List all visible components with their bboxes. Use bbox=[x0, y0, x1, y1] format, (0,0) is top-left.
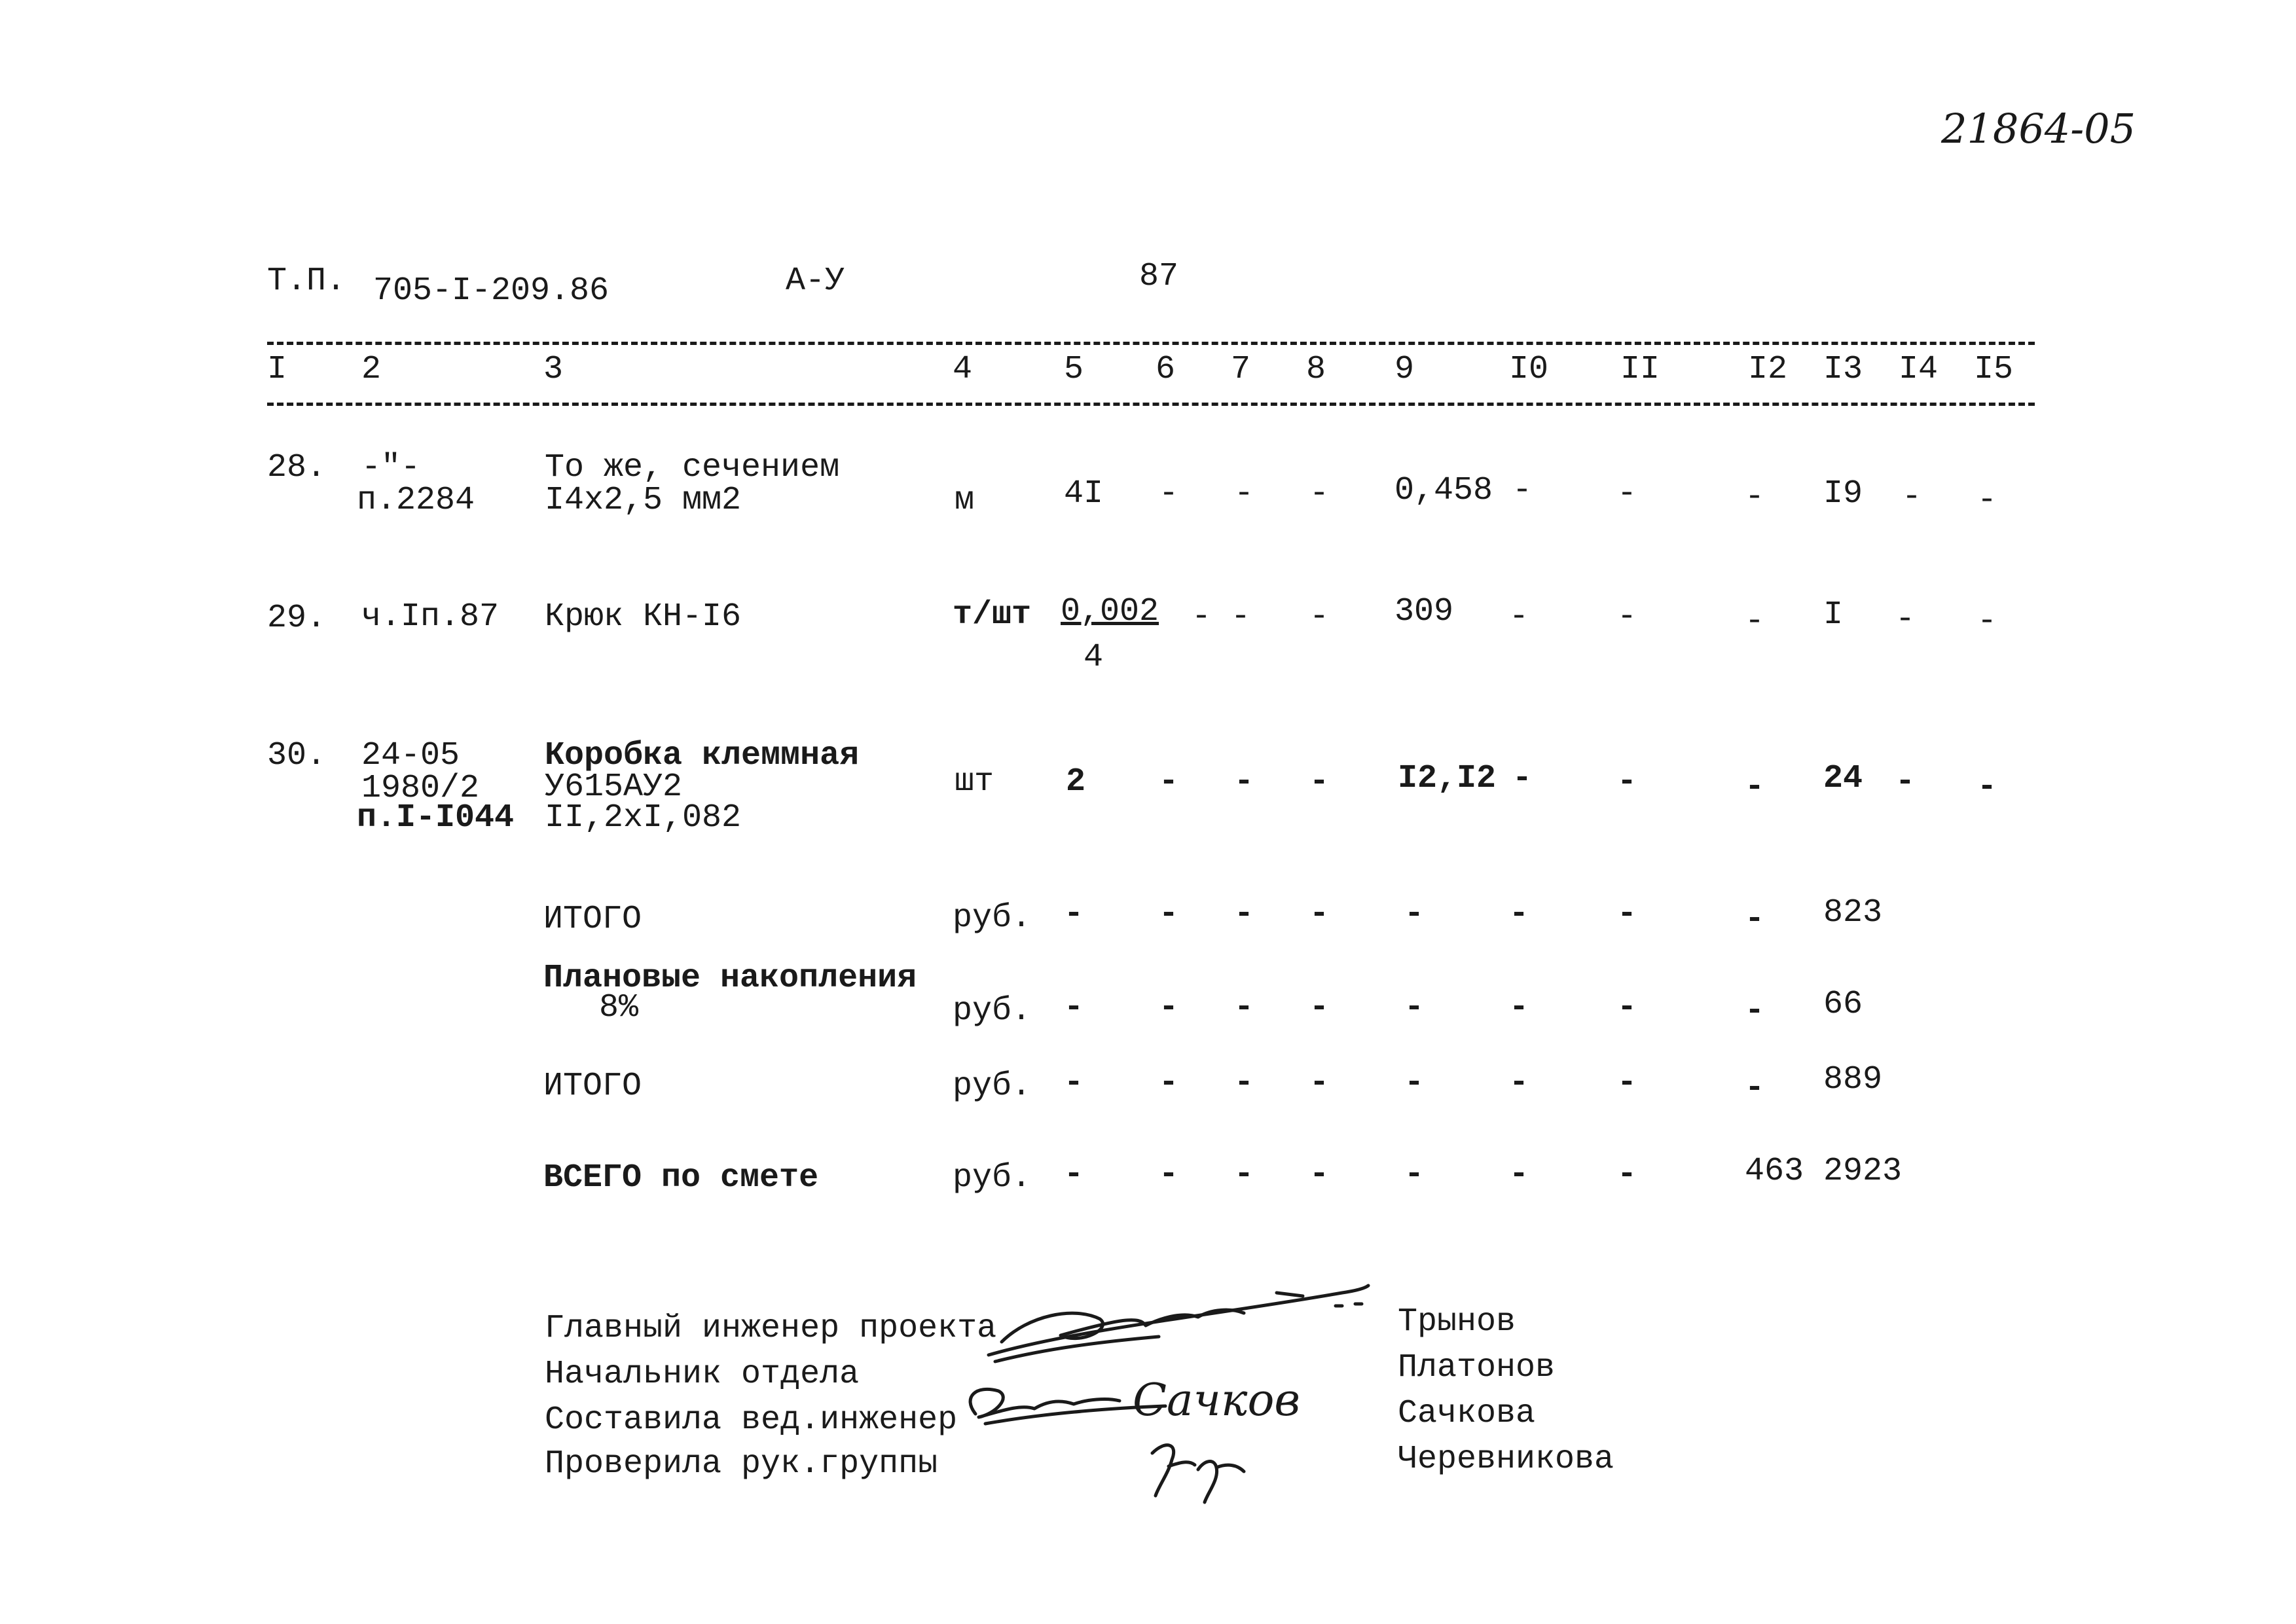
header-bottom-rule bbox=[267, 403, 2035, 406]
column-header: 5 bbox=[1064, 351, 1084, 388]
row-cell-6: - bbox=[1159, 475, 1179, 513]
row-cell-5: 0,002 bbox=[1061, 593, 1159, 630]
total-label-percent: 8% bbox=[599, 989, 639, 1026]
row-code-line: ч.Iп.87 bbox=[361, 598, 500, 636]
total-dash: - bbox=[1309, 895, 1330, 933]
row-cell-10: - bbox=[1512, 760, 1533, 797]
signature-name: Черевникова bbox=[1398, 1441, 1614, 1478]
header-section: А-У bbox=[786, 262, 845, 300]
total-dash: - bbox=[1509, 989, 1529, 1026]
total-dash: - bbox=[1064, 989, 1084, 1026]
column-header: 4 bbox=[953, 351, 973, 388]
page-number: 87 bbox=[1139, 258, 1179, 295]
total-value: 823 bbox=[1823, 894, 1883, 931]
total-value: 889 bbox=[1823, 1061, 1883, 1098]
row-cell-12: - bbox=[1745, 478, 1765, 516]
total-unit: руб. bbox=[953, 1068, 1032, 1105]
row-cell-13: I bbox=[1823, 596, 1844, 634]
column-header: I4 bbox=[1899, 351, 1939, 388]
row-cell-15: - bbox=[1977, 768, 1997, 806]
signature-name: Платонов bbox=[1398, 1349, 1556, 1386]
total-dash: - bbox=[1617, 895, 1637, 933]
column-header: 8 bbox=[1306, 351, 1326, 388]
total-value-col12: 463 bbox=[1745, 1153, 1804, 1190]
row-cell-7: - bbox=[1234, 763, 1254, 801]
signature-scribble bbox=[1139, 1434, 1270, 1512]
row-cell-6: - - bbox=[1192, 598, 1251, 636]
total-dash: - bbox=[1509, 1064, 1529, 1102]
total-dash: - bbox=[1745, 1070, 1765, 1107]
row-name-line: II,2xI,082 bbox=[545, 799, 742, 837]
total-dash: - bbox=[1309, 1064, 1330, 1102]
document-stamp-number: 21864-05 bbox=[1941, 105, 2136, 153]
signature-role: Начальник отдела bbox=[545, 1356, 860, 1393]
total-dash: - bbox=[1509, 1156, 1529, 1193]
header-prefix: Т.П. bbox=[267, 262, 346, 300]
total-dash: - bbox=[1064, 1064, 1084, 1102]
total-dash: - bbox=[1309, 989, 1330, 1026]
total-dash: - bbox=[1159, 989, 1179, 1026]
row-cell-14: - bbox=[1895, 601, 1916, 638]
column-header: 6 bbox=[1156, 351, 1176, 388]
header-top-rule bbox=[267, 342, 2035, 345]
total-unit: руб. bbox=[953, 992, 1032, 1030]
row-name-line: Крюк КН-I6 bbox=[545, 598, 742, 636]
row-cell-9: I2,I2 bbox=[1398, 760, 1497, 797]
row-cell-13: I9 bbox=[1823, 475, 1863, 513]
total-dash: - bbox=[1234, 989, 1254, 1026]
total-dash: - bbox=[1404, 989, 1425, 1026]
row-cell-8: - bbox=[1309, 598, 1330, 636]
total-dash: - bbox=[1159, 1156, 1179, 1193]
total-dash: - bbox=[1617, 1064, 1637, 1102]
handwritten-signature: Сачков bbox=[1133, 1375, 1300, 1426]
total-dash: - bbox=[1064, 1156, 1084, 1193]
row-cell-12: - bbox=[1745, 603, 1765, 640]
column-header: I5 bbox=[1974, 351, 2014, 388]
row-cell-15: - bbox=[1977, 482, 1997, 519]
row-unit: т/шт bbox=[953, 596, 1032, 634]
total-dash: - bbox=[1064, 895, 1084, 933]
row-cell-10: - bbox=[1512, 472, 1533, 509]
row-cell-5: 4I bbox=[1064, 475, 1104, 513]
total-dash: - bbox=[1234, 895, 1254, 933]
column-header: 9 bbox=[1394, 351, 1415, 388]
row-cell-15: - bbox=[1977, 603, 1997, 640]
row-name-line: Коробка клеммная bbox=[545, 737, 860, 774]
total-unit: руб. bbox=[953, 1159, 1032, 1197]
row-name-line: То же, сечением bbox=[545, 449, 840, 486]
row-cell-14: - bbox=[1895, 763, 1916, 801]
row-code-line: -"- bbox=[361, 449, 421, 486]
total-unit: руб. bbox=[953, 899, 1032, 937]
row-cell-5-denominator: 4 bbox=[1084, 639, 1104, 676]
header-code: 705-I-209.86 bbox=[373, 272, 610, 310]
row-cell-8: - bbox=[1309, 475, 1330, 513]
column-header: 2 bbox=[361, 351, 382, 388]
total-dash: - bbox=[1234, 1156, 1254, 1193]
total-value: 2923 bbox=[1823, 1153, 1903, 1190]
row-code-line: 24-05 bbox=[361, 737, 460, 774]
total-label: ИТОГО bbox=[543, 1068, 642, 1105]
row-cell-11: - bbox=[1617, 763, 1637, 801]
signature-role: Составила вед.инженер bbox=[545, 1401, 958, 1439]
row-name-line: I4x2,5 мм2 bbox=[545, 482, 742, 519]
row-cell-9: 0,458 bbox=[1394, 472, 1493, 509]
column-header: I2 bbox=[1748, 351, 1788, 388]
row-cell-7: - bbox=[1234, 475, 1254, 513]
total-dash: - bbox=[1309, 1156, 1330, 1193]
row-code-line: п.I-I044 bbox=[357, 799, 515, 837]
total-dash: - bbox=[1509, 895, 1529, 933]
total-dash: - bbox=[1404, 1064, 1425, 1102]
total-label: ВСЕГО по смете bbox=[543, 1159, 819, 1197]
row-cell-12: - bbox=[1745, 768, 1765, 806]
row-name-line: У615АУ2 bbox=[545, 768, 683, 806]
row-cell-11: - bbox=[1617, 475, 1637, 513]
total-label: Плановые накопления bbox=[543, 960, 917, 997]
row-cell-5: 2 bbox=[1066, 763, 1086, 801]
column-header: 3 bbox=[543, 351, 564, 388]
row-unit: шт bbox=[955, 763, 994, 801]
row-cell-13: 24 bbox=[1823, 760, 1863, 797]
row-cell-14: - bbox=[1902, 478, 1922, 516]
row-code-line: п.2284 bbox=[357, 482, 475, 519]
signature-name: Сачкова bbox=[1398, 1395, 1536, 1432]
row-cell-9: 309 bbox=[1394, 593, 1454, 630]
total-dash: - bbox=[1745, 901, 1765, 938]
row-number: 30. bbox=[267, 737, 327, 774]
column-header: II bbox=[1620, 351, 1660, 388]
total-dash: - bbox=[1159, 895, 1179, 933]
row-code-line: 1980/2 bbox=[361, 770, 480, 807]
total-dash: - bbox=[1159, 1064, 1179, 1102]
total-value: 66 bbox=[1823, 986, 1863, 1023]
signature-role: Проверила рук.группы bbox=[545, 1445, 938, 1483]
total-dash: - bbox=[1617, 1156, 1637, 1193]
column-header: I0 bbox=[1509, 351, 1549, 388]
column-header: I3 bbox=[1823, 351, 1863, 388]
row-cell-6: - bbox=[1159, 763, 1179, 801]
column-header: I bbox=[267, 351, 287, 388]
row-cell-10: - bbox=[1509, 598, 1529, 636]
signature-name: Трынов bbox=[1398, 1303, 1516, 1341]
row-cell-8: - bbox=[1309, 763, 1330, 801]
row-number: 29. bbox=[267, 600, 327, 637]
row-number: 28. bbox=[267, 449, 327, 486]
signature-role: Главный инженер проекта bbox=[545, 1310, 997, 1347]
total-dash: - bbox=[1745, 992, 1765, 1030]
row-cell-11: - bbox=[1617, 598, 1637, 636]
total-dash: - bbox=[1404, 895, 1425, 933]
total-label: ИТОГО bbox=[543, 901, 642, 938]
column-header: 7 bbox=[1231, 351, 1251, 388]
total-dash: - bbox=[1617, 989, 1637, 1026]
total-dash: - bbox=[1234, 1064, 1254, 1102]
row-unit: м bbox=[955, 482, 975, 519]
total-dash: - bbox=[1404, 1156, 1425, 1193]
